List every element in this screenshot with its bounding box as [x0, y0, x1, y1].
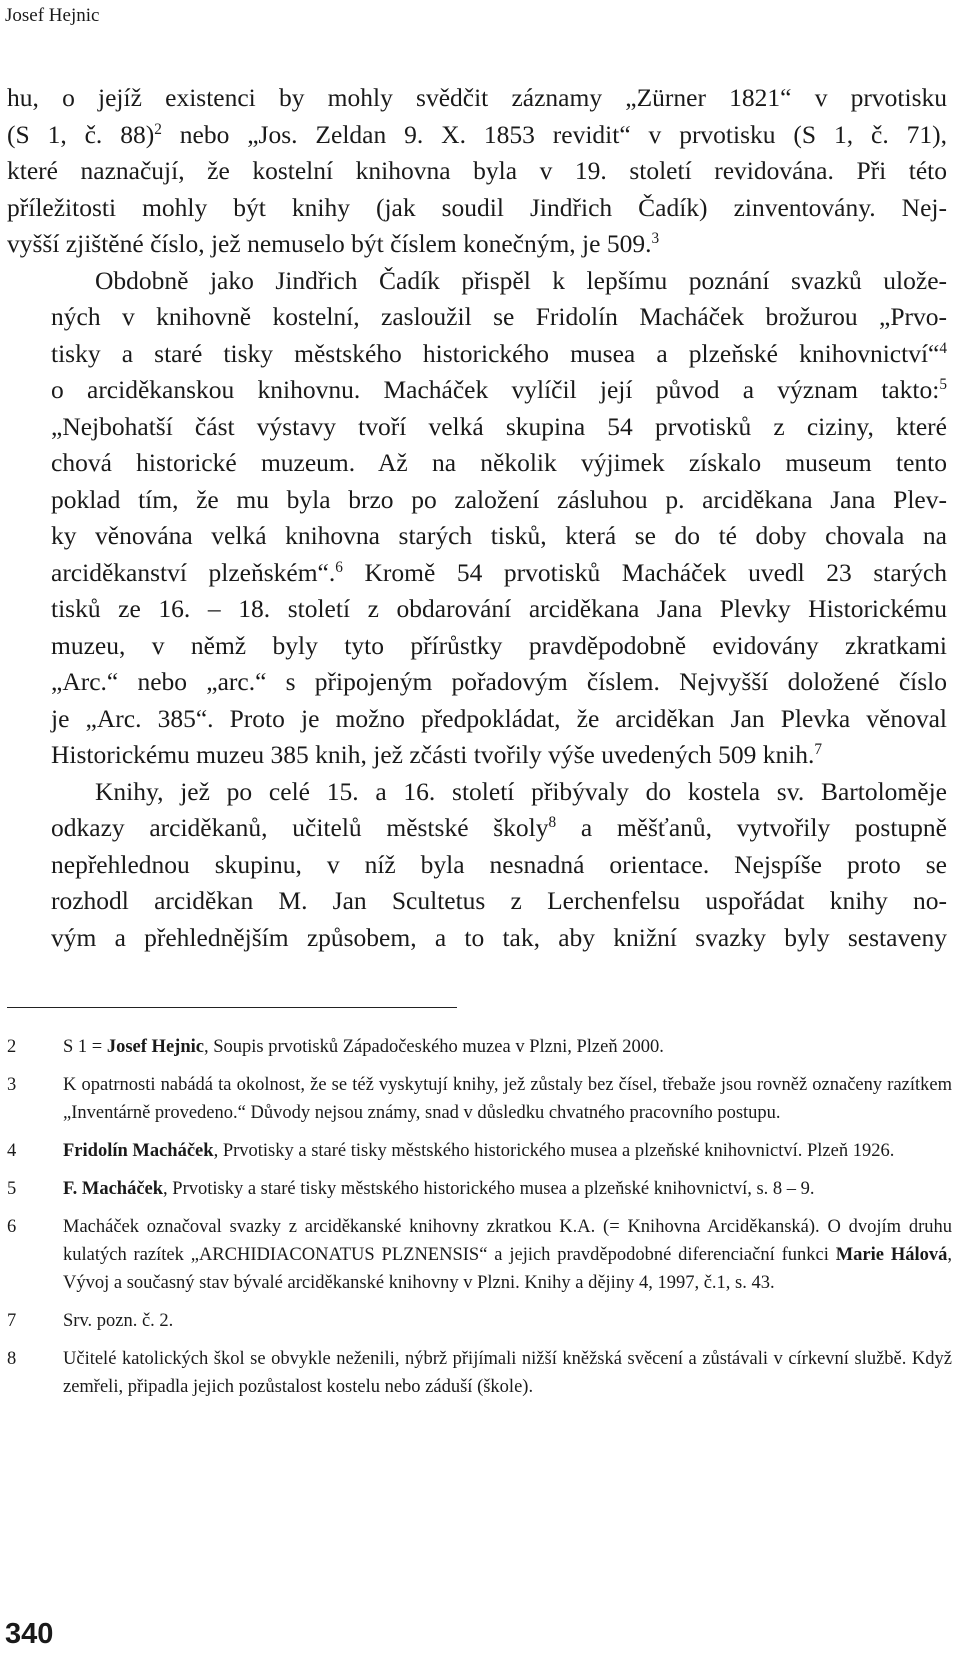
text-line: poklad tím, že mu byla brzo po založení zásluhou p. arciděkana Jana Plev-: [51, 484, 947, 514]
cited-author: Fridolín Macháček: [63, 1141, 214, 1161]
text-line: vyšší zjištěné číslo, jež nemuselo být číslem konečným, je 509.$^3$: [7, 229, 660, 258]
text-line: rozhodl arciděkan M. Jan Scultetus z Lerchenfelsu uspořádat knihy no-: [51, 886, 947, 915]
cited-author: Josef Hejnic: [106, 1037, 204, 1057]
footnote-ref: 5: [939, 375, 947, 393]
footnote-number: 8: [7, 1349, 17, 1369]
footnote: [7, 1137, 952, 1165]
text-line: příležitosti mohly být knihy (jak soudil Jindřich Čadík) zinventovány. Nej-: [7, 192, 947, 222]
footnote-number: 6: [7, 1217, 17, 1237]
footnote-number: 4: [7, 1141, 17, 1161]
footnote-text: S 1 = Josef Hejnic, Soupis prvotisků Západočeského muzea v Plzni, Plzeň 2000.: [63, 1037, 664, 1057]
text-line: o arciděkanskou knihovnu. Macháček vylíčil její původ a význam takto:$^5$: [51, 375, 947, 404]
text-line: (S 1, č. 88)$^2$ nebo „Jos. Zeldan 9. X. 1853 revidit“ v prvotisku (S 1, č. 71),: [7, 119, 947, 149]
text-line: Knihy, jež po celé 15. a 16. století přibývaly do kostela sv. Bartoloměje: [95, 776, 947, 806]
footnote-ref: 6: [335, 558, 343, 576]
footnotes: [7, 1033, 952, 1411]
footnote-ref: 3: [651, 229, 660, 247]
footnote-number: 3: [7, 1075, 17, 1095]
footnote-ref: 8: [548, 813, 557, 831]
footnote-number: 7: [7, 1311, 17, 1331]
text-line: „Nejbohatší část výstavy tvoří velká skupina 54 prvotisků z ciziny, které: [51, 411, 947, 441]
paragraph: [7, 80, 947, 263]
cited-author: F. Macháček: [63, 1179, 164, 1199]
footnote-separator: [7, 1007, 457, 1008]
footnote: [7, 1033, 952, 1061]
footnote-number: 2: [7, 1037, 17, 1057]
footnote-text: F. Macháček, Prvotisky a staré tisky městského historického musea a plzeňské knihovnictví, s. 8 – 9.: [63, 1179, 815, 1199]
text-line: hu, o jejíž existenci by mohly svědčit záznamy „Zürner 1821“ v prvotisku: [7, 83, 947, 112]
running-head: Josef Hejnic: [5, 5, 100, 26]
footnote-text: Učitelé katolických škol se obvykle neženili, nýbrž přijímali nižší kněžská svěcení a zůstávali v církevní službě. Když zemřeli, připadla jejich pozůstalost kostelu nebo záduší (škole).: [63, 1349, 952, 1397]
footnote: [7, 1345, 952, 1401]
footnote: [7, 1071, 952, 1127]
footnote: [7, 1175, 952, 1203]
footnote-ref: 2: [154, 120, 162, 138]
page-number: 340: [5, 1618, 54, 1650]
cited-author: Marie Hálová: [835, 1245, 948, 1265]
text-line: ných v knihovně kostelní, zasloužil se Fridolín Macháček brožurou „Prvo-: [51, 302, 947, 331]
paragraph: [7, 774, 947, 957]
text-line: Obdobně jako Jindřich Čadík přispěl k lepšímu poznání svazků ulože-: [95, 265, 947, 295]
text-line: chová historické muzeum. Až na několik výjimek získalo museum tento: [51, 448, 947, 477]
footnote-ref: 7: [814, 740, 823, 758]
text-line: tisků ze 16. – 18. století z obdarování arciděkana Jana Plevky Historickému: [51, 594, 947, 623]
text-line: tisky a staré tisky městského historického musea a plzeňské knihovnictví“$^4$: [51, 338, 947, 368]
paragraph: [7, 263, 947, 774]
text-line: které naznačují, že kostelní knihovna byla v 19. století revidována. Při této: [7, 156, 947, 185]
text-line: je „Arc. 385“. Proto je možno předpokládat, že arciděkan Jan Plevka věnoval: [51, 703, 947, 733]
footnote-text: Macháček označoval svazky z arciděkanské knihovny zkratkou K.A. (= Knihovna Arciděkanská). O dvojím druhu kulatých razítek „ARCHIDIACONATUS PLZNENSIS“ a jejich pravděpodobné diferenciační funkci Marie Hálová, Vývoj a současný stav bývalé arciděkanské knihovny v Plzni. Knihy a dějiny 4, 1997, č.1, s. 43.: [63, 1217, 953, 1293]
text-line: odkazy arciděkanů, učitelů městské školy$^8$ a měšťanů, vytvořily postupně: [51, 813, 947, 842]
text-line: Historickému muzeu 385 knih, jež zčásti tvořily výše uvedených 509 knih.$^7$: [51, 740, 823, 769]
text-line: ky věnována velká knihovna starých tisků, která se do té doby chovala na: [51, 521, 947, 550]
footnote-ref: 4: [939, 339, 947, 357]
footnote: [7, 1213, 952, 1297]
footnote-number: 5: [7, 1179, 17, 1199]
footnote-text: Fridolín Macháček, Prvotisky a staré tisky městského historického musea a plzeňské knihovnictví. Plzeň 1926.: [63, 1141, 895, 1161]
text-line: arciděkanství plzeňském“.$^6$ Kromě 54 prvotisků Macháček uvedl 23 starých: [51, 557, 948, 587]
text-line: nepřehlednou skupinu, v níž byla nesnadná orientace. Nejspíše proto se: [51, 849, 947, 879]
footnote-text: K opatrnosti nabádá ta okolnost, že se též vyskytují knihy, jež zůstaly bez čísel, třebaže jsou rovněž označeny razítkem „Inventárně provedeno.“ Důvody nejsou známy, snad v důsledku chvatného pracovního postupu.: [63, 1075, 952, 1123]
text-line: „Arc.“ nebo „arc.“ s připojeným pořadovým číslem. Nejvyšší doložené číslo: [51, 667, 947, 696]
text-line: muzeu, v němž byly tyto přírůstky pravděpodobně evidovány zkratkami: [51, 630, 947, 660]
footnote-text: Srv. pozn. č. 2.: [63, 1311, 174, 1331]
main-text: [7, 80, 947, 956]
text-line: vým a přehlednějším způsobem, a to tak, aby knižní svazky byly sestaveny: [51, 922, 947, 952]
footnote: [7, 1307, 952, 1335]
